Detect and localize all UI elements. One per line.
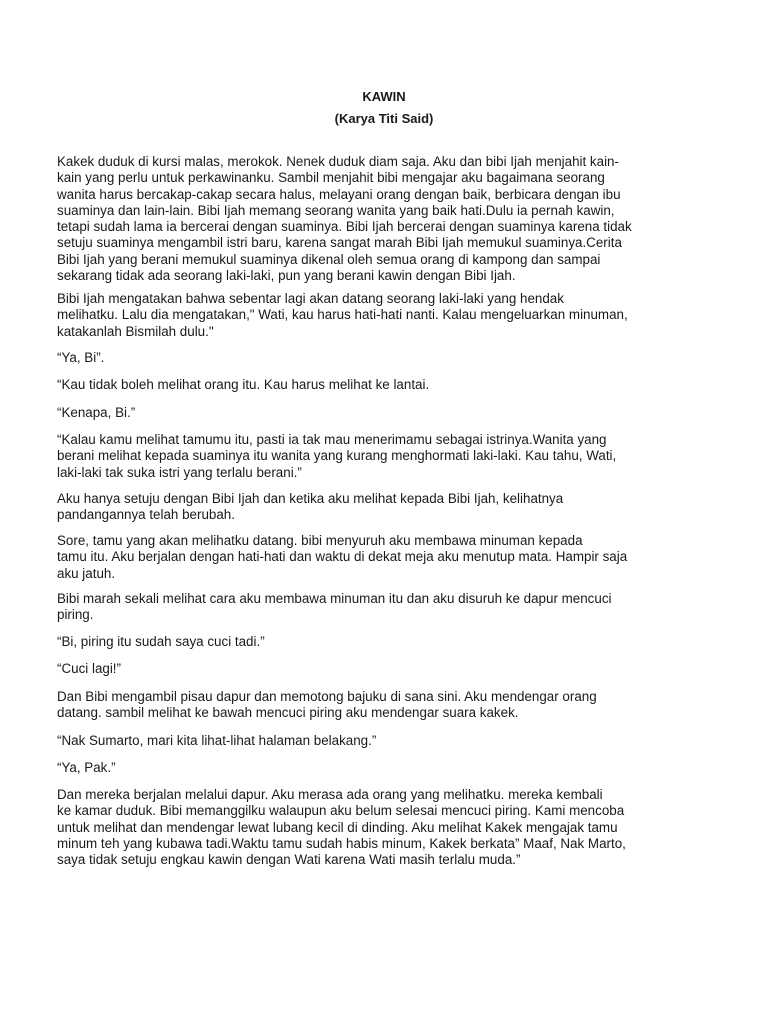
paragraph-12: Dan Bibi mengambil pisau dapur dan memotong bajuku di sana sini. Aku mendengar orang datang. sambil melihat ke bawah mencuci piring aku mendengar suara kakek. [57, 689, 597, 721]
paragraph-8: Sore, tamu yang akan melihatku datang. bibi menyuruh aku membawa minuman kepada tamu itu. Aku berjalan dengan hati-hati dan waktu di dekat meja aku menutup mata. Hampir saja aku jatuh. [57, 533, 628, 581]
paragraph-15: Dan mereka berjalan melalui dapur. Aku merasa ada orang yang melihatku. mereka kembali ke kamar duduk. Bibi memanggilku walaupun aku belum selesai mencuci piring. Kami mencoba untuk melihat dan mendengar lewat lubang kecil di dinding. Aku melihat Kakek mengajak tamu minum teh yang kubawa tadi.Waktu tamu sudah habis minum, Kakek berkata” Maaf, Nak Marto, saya tidak setuju engkau kawin dengan Wati karena Wati masih terlalu muda.” [57, 787, 626, 868]
paragraph-13: “Nak Sumarto, mari kita lihat-lihat halaman belakang.” [57, 733, 377, 748]
paragraph-11: “Cuci lagi!” [57, 661, 121, 676]
paragraph-9: Bibi marah sekali melihat cara aku membawa minuman itu dan aku disuruh ke dapur mencuci piring. [57, 591, 612, 623]
document-author: (Karya Titi Said) [334, 111, 434, 126]
paragraph-5: “Kenapa, Bi.” [57, 405, 136, 420]
paragraph-6: “Kalau kamu melihat tamumu itu, pasti ia tak mau menerimamu sebagai istrinya.Wanita yang berani melihat kepada suaminya itu wanita yang kurang menghormati laki-laki. Kau tahu, Wati, laki-laki tak suka istri yang terlalu berani.” [57, 432, 617, 480]
paragraph-3: “Ya, Bi”. [57, 350, 105, 365]
paragraph-2: Bibi Ijah mengatakan bahwa sebentar lagi akan datang seorang laki-laki yang hendak melihatku. Lalu dia mengatakan," Wati, kau harus hati-hati nanti. Kalau mengeluarkan minuman, katakanlah Bismilah dulu." [57, 291, 628, 339]
paragraph-14: “Ya, Pak.” [57, 760, 116, 775]
paragraph-1: Kakek duduk di kursi malas, merokok. Nenek duduk diam saja. Aku dan bibi Ijah menjahit kain- kain yang perlu untuk perkawinanku. Sambil menjahit bibi mengajar aku bagaimana seorang wanita harus bercakap-cakap secara halus, melayani orang dengan baik, berbicara dengan ibu suaminya dan lain-lain. Bibi Ijah memang seorang wanita yang baik hati.Dulu ia pernah kawin, tetapi sudah lama ia bercerai dengan suaminya. Bibi Ijah bercerai dengan suaminya karena tidak setuju suaminya mengambil istri baru, karena sangat marah Bibi Ijah memukul suaminya.Cerita Bibi Ijah yang berani memukul suaminya dikenal oleh semua orang di kampong dan sampai sekarang tidak ada seorang laki-laki, pun yang berani kawin dengan Bibi Ijah. [57, 154, 632, 284]
paragraph-7: Aku hanya setuju dengan Bibi Ijah dan ketika aku melihat kepada Bibi Ijah, kelihatnya pandangannya telah berubah. [57, 491, 564, 523]
paragraph-10: “Bi, piring itu sudah saya cuci tadi.” [57, 634, 265, 649]
document-title: KAWIN [362, 89, 406, 104]
paragraph-4: “Kau tidak boleh melihat orang itu. Kau harus melihat ke lantai. [57, 377, 430, 392]
